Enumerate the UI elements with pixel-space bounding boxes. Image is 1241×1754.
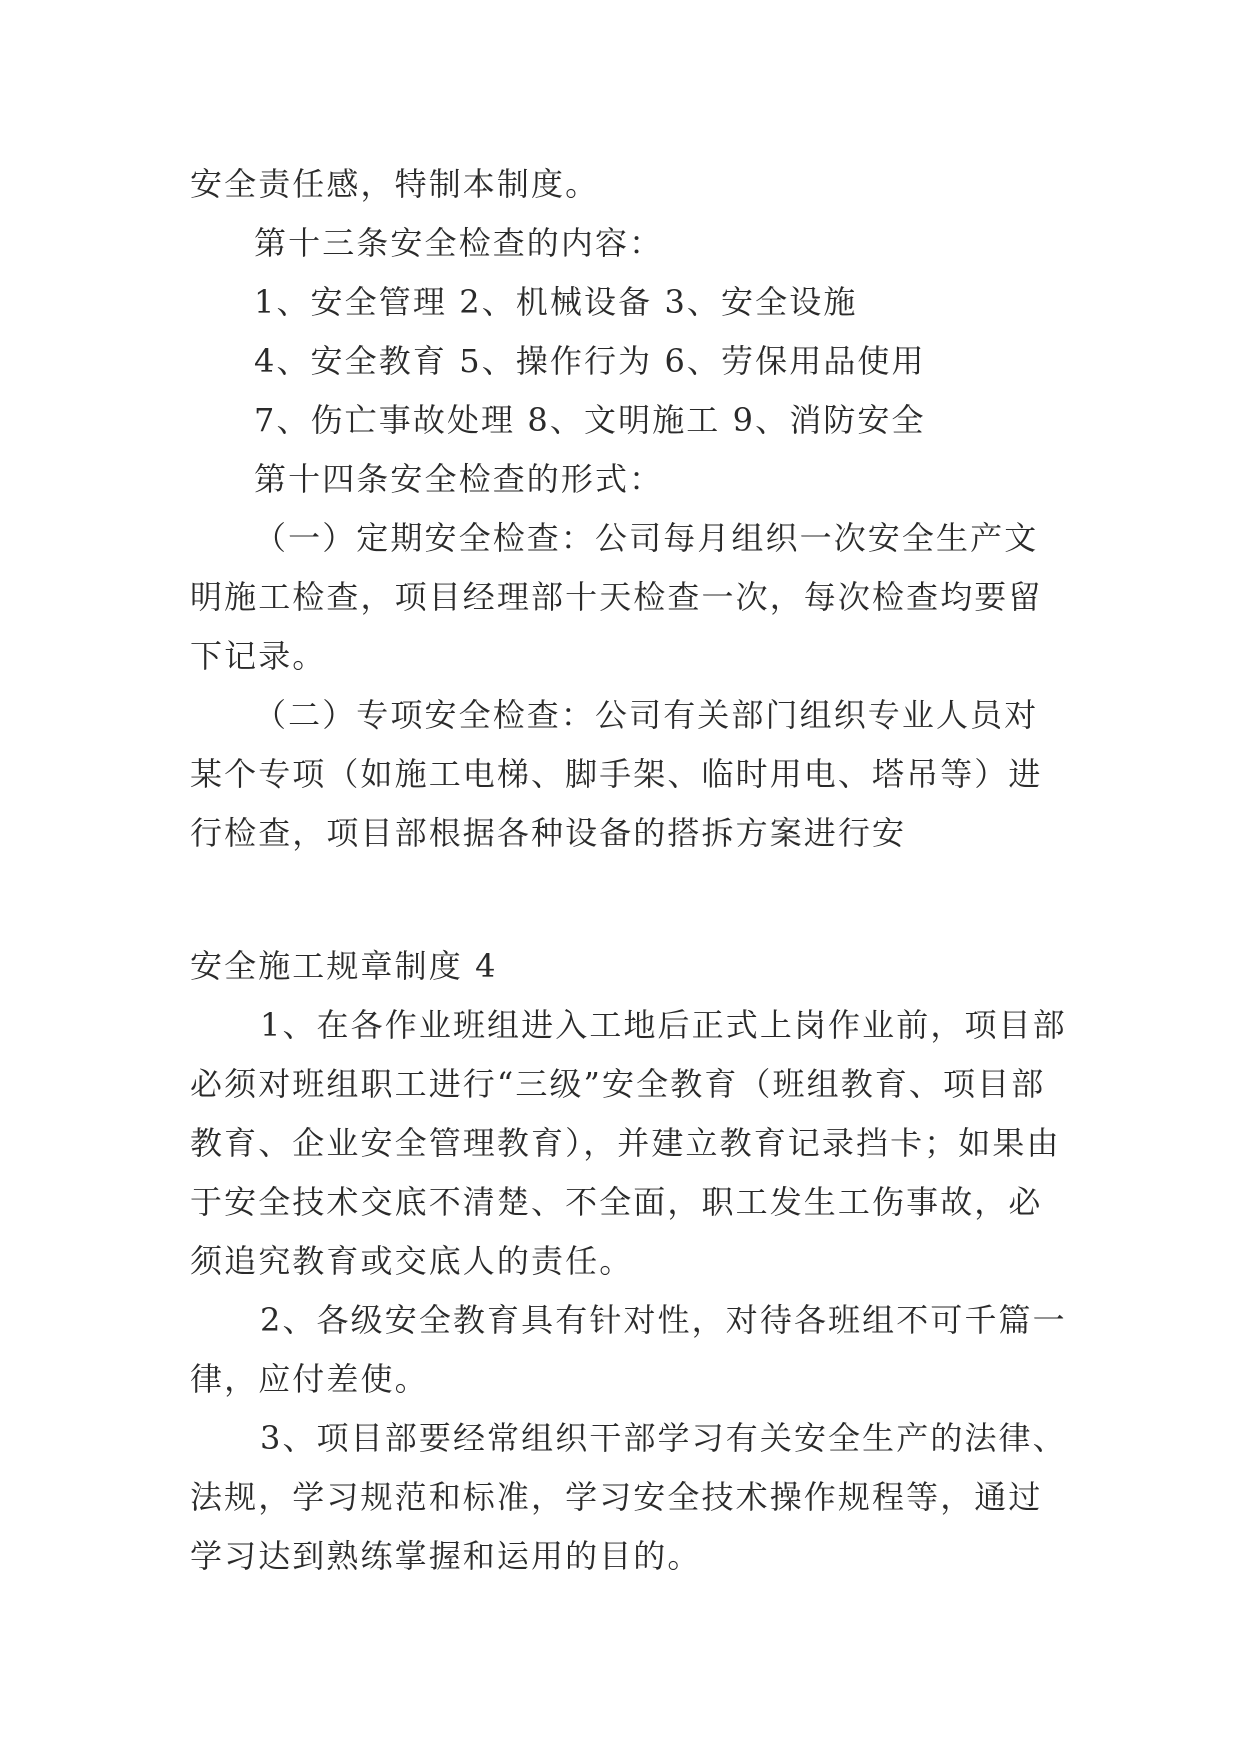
section-title: 安全施工规章制度 4	[190, 947, 498, 985]
paragraph-continuation: 安全责任感，特制本制度。	[190, 165, 600, 203]
inspection-items-line-1: 1、安全管理 2、机械设备 3、安全设施	[254, 283, 858, 321]
regular-inspection-paragraph: （一）定期安全检查：公司每月组织一次安全生产文明施工检查，项目经理部十天检查一次，每次检查均要留下记录。	[190, 519, 1043, 675]
rule-paragraph-2: 2、各级安全教育具有针对性，对待各班组不可千篇一律，应付差使。	[190, 1301, 1067, 1398]
article-13-heading: 第十三条安全检查的内容：	[254, 224, 664, 262]
inspection-items-line-2: 4、安全教育 5、操作行为 6、劳保用品使用	[254, 342, 926, 380]
section-gap	[190, 863, 1070, 937]
document-page	[190, 155, 1070, 1586]
rule-paragraph-1: 1、在各作业班组进入工地后正式上岗作业前，项目部必须对班组职工进行“三级”安全教育（班组教育、项目部教育、企业安全管理教育），并建立教育记录挡卡；如果由于安全技术交底不清楚、不全面，职工发生工伤事故，必须追究教育或交底人的责任。	[190, 1006, 1067, 1280]
article-14-heading: 第十四条安全检查的形式：	[254, 460, 664, 498]
inspection-items-line-3: 7、伤亡事故处理 8、文明施工 9、消防安全	[254, 401, 926, 439]
special-inspection-paragraph: （二）专项安全检查：公司有关部门组织专业人员对某个专项（如施工电梯、脚手架、临时用电、塔吊等）进行检查，项目部根据各种设备的搭拆方案进行安	[190, 696, 1043, 852]
rule-paragraph-3: 3、项目部要经常组织干部学习有关安全生产的法律、法规，学习规范和标准，学习安全技术操作规程等，通过学习达到熟练掌握和运用的目的。	[190, 1419, 1067, 1575]
